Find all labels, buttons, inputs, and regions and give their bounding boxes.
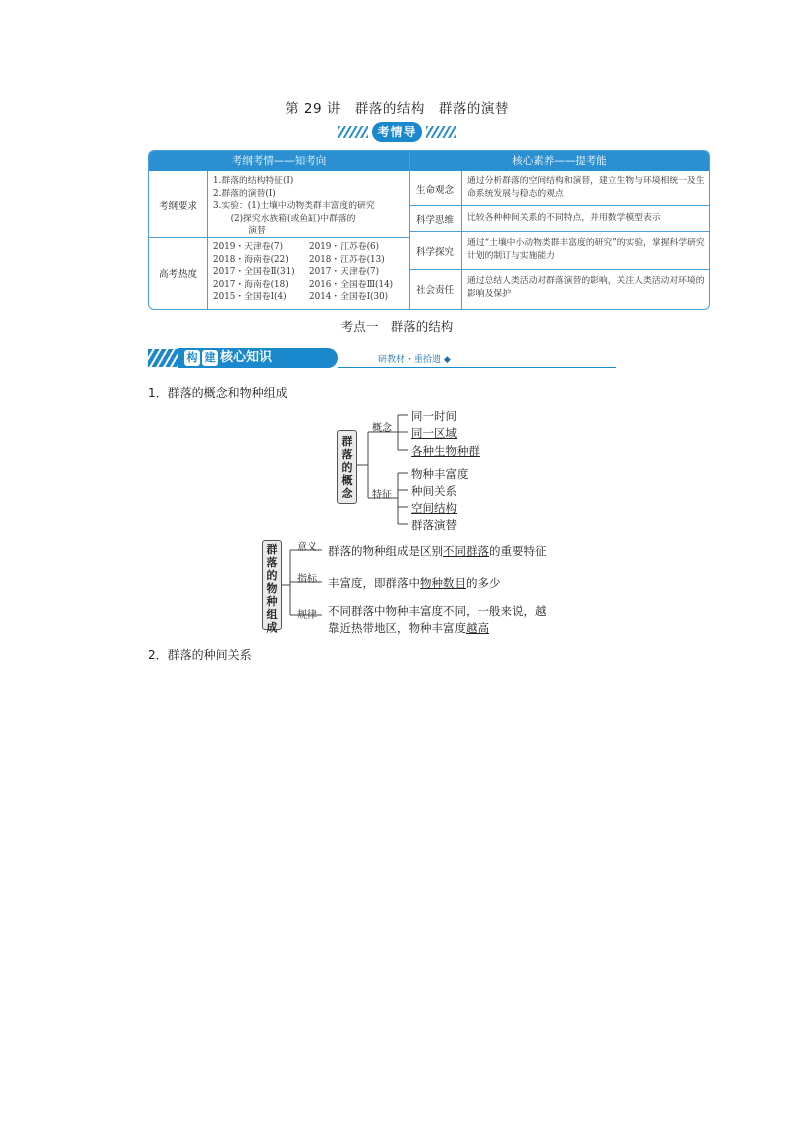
branch-meaning-label: 意义 (297, 542, 317, 553)
banner-chip-2: 建 (202, 350, 218, 366)
core-text-2: 比较各种种间关系的不同特点，并用数学模型表示 (467, 213, 661, 223)
heading-1: 1．群落的概念和物种组成 (148, 386, 288, 400)
rule-text-line1: 不同群落中物种丰富度不同，一般来说，越 (328, 604, 547, 618)
concept-item-2: 同一区域 (411, 426, 457, 440)
index-text (328, 575, 501, 591)
exam-item: 2016・全国卷Ⅲ(14) (309, 279, 394, 290)
core-text-4: 通过总结人类活动对群落演替的影响，关注人类活动对环境的影响及保护 (467, 276, 705, 299)
banner-label: 考情导 (372, 122, 422, 142)
exam-item: 2017・全国卷Ⅱ(31) (213, 267, 295, 277)
text-part: 的多少 (466, 576, 501, 590)
text-part: 群落的物种组成是区别 (328, 544, 443, 558)
table-header-right: 核心素养——提考能 (410, 151, 709, 171)
branch-rule-label: 规律 (297, 610, 317, 621)
feature-item-4: 群落演替 (411, 518, 457, 532)
feature-item-1: 物种丰富度 (411, 467, 469, 481)
branch-index-label: 指标 (297, 574, 317, 585)
core-text-3: 通过“土壤中小动物类群丰富度的研究”的实验，掌握科学研究计划的制订与实施能力 (467, 238, 705, 261)
exam-item: 2019・天津卷(7) (213, 242, 284, 252)
exam-item: 2017・海南卷(18) (213, 279, 289, 290)
row-label-heat: 高考热度 (158, 269, 197, 280)
core-label-2: 科学思维 (415, 215, 454, 226)
underlined-term: 物种数目 (420, 576, 466, 590)
rule-text-line2 (328, 620, 489, 636)
req-line: 3.实验：(1)土壤中动物类群丰富度的研究 (213, 201, 375, 211)
concept-item-3: 各种生物种群 (411, 444, 480, 458)
underlined-term: 不同群落 (443, 544, 489, 558)
feature-item-2: 种间关系 (411, 484, 457, 498)
exam-item: 2017・天津卷(7) (309, 267, 380, 277)
species-composition-box: 群落的物种组成 (262, 540, 282, 630)
banner-chip-1: 构 (184, 350, 200, 366)
exam-item: 2018・海南卷(22) (213, 254, 289, 265)
core-label-1: 生命观念 (415, 185, 454, 196)
req-line: 演替 (213, 226, 266, 236)
table-header-left: 考纲考情——知考向 (149, 151, 409, 171)
core-text-1: 通过分析群落的空间结构和演替，建立生物与环境相统一及生命系统发展与稳态的观点 (467, 176, 705, 199)
core-label-4: 社会责任 (415, 285, 454, 296)
core-label-3: 科学探究 (415, 247, 454, 258)
banner-subtext: 研教材・重拾遗 ◆ (378, 355, 451, 365)
text-part: 靠近热带地区，物种丰富度 (328, 621, 466, 635)
feature-item-3: 空间结构 (411, 501, 457, 515)
concept-box: 群落的概念 (337, 430, 357, 504)
row-label-requirements: 考纲要求 (158, 201, 197, 212)
exam-item: 2014・全国卷Ⅰ(30) (309, 292, 389, 302)
req-line: 1.群落的结构特征(Ⅰ) (213, 176, 294, 186)
banner-text: 核心知识 (220, 350, 273, 365)
exam-item: 2015・全国卷Ⅰ(4) (213, 292, 287, 302)
meaning-text (328, 543, 547, 559)
concept-item-1: 同一时间 (411, 409, 457, 423)
text-part: 丰富度，即群落中 (328, 576, 420, 590)
req-line: (2)探究水族箱(或鱼缸)中群落的 (213, 213, 356, 224)
branch-concept-label: 概念 (372, 423, 392, 434)
section-title: 考点一 群落的结构 (340, 319, 454, 334)
exam-item: 2019・江苏卷(6) (309, 242, 380, 252)
heading-2: 2．群落的种间关系 (148, 648, 252, 662)
exam-item: 2018・江苏卷(13) (309, 254, 385, 265)
page-title: 第 29 讲 群落的结构 群落的演替 (285, 101, 509, 117)
underlined-term: 越高 (466, 621, 489, 635)
branch-feature-label: 特征 (372, 490, 392, 501)
req-line: 2.群落的演替(Ⅰ) (213, 188, 276, 199)
text-part: 的重要特征 (489, 544, 547, 558)
